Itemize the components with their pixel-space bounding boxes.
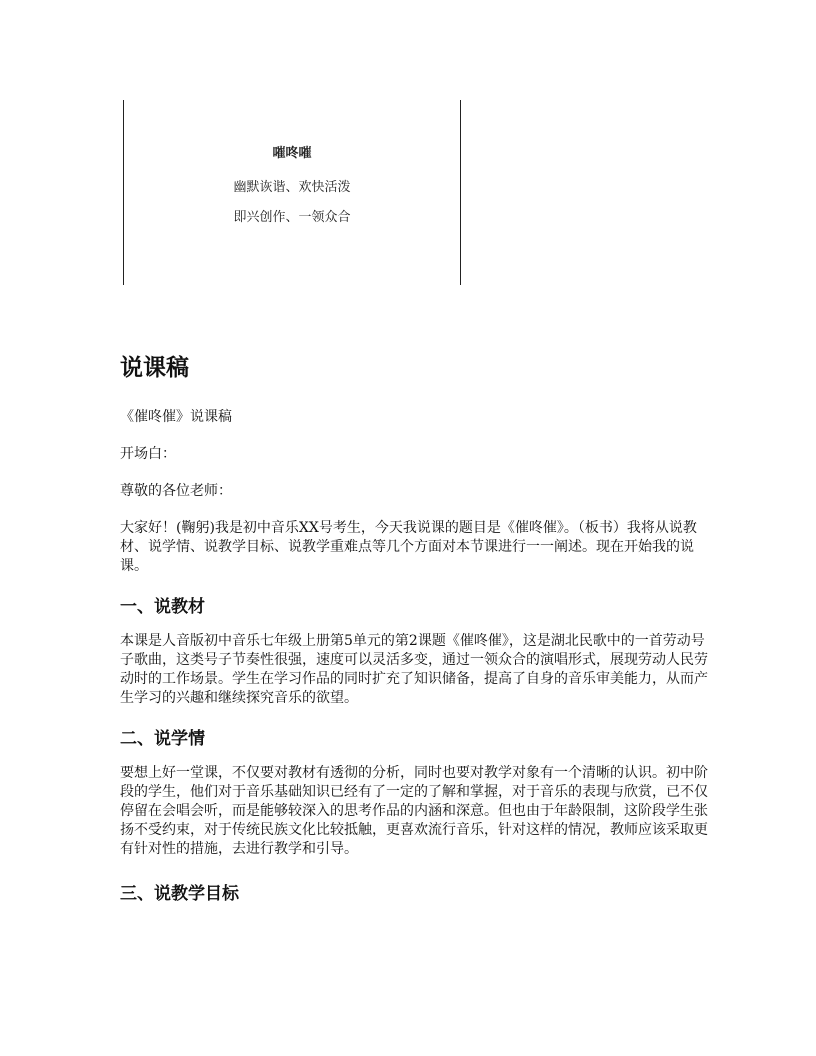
section-heading-students: 二、说学情 xyxy=(120,729,205,749)
document-body xyxy=(120,348,710,907)
blackboard-line-1: 幽默诙谐、欢快活泼 xyxy=(233,180,351,195)
greeting: 尊敬的各位老师： xyxy=(120,483,232,499)
document-subtitle: 《催咚催》说课稿 xyxy=(120,409,232,425)
blackboard-box xyxy=(123,100,461,285)
blackboard-line-2: 即兴创作、一领众合 xyxy=(233,210,351,225)
section-heading-textbook: 一、说教材 xyxy=(120,597,205,617)
document-title: 说课稿 xyxy=(120,355,189,381)
section-heading-objectives: 三、说教学目标 xyxy=(120,884,239,904)
section-body-students: 要想上好一堂课，不仅要对教材有透彻的分析，同时也要对教学对象有一个清晰的认识。初中阶段的学生，他们对于音乐基础知识已经有了一定的了解和掌握，对于音乐的表现与欣赏，已不仅停留在会唱会听，而是能够较深入的思考作品的内涵和深意。但也由于年龄限制，这阶段学生张扬不受约束，对于传统民族文化比较抵触，更喜欢流行音乐，针对这样的情况，教师应该采取更有针对性的措施，去进行教学和引导。 xyxy=(120,765,708,857)
opening-label: 开场白： xyxy=(120,446,176,462)
blackboard-title: 嗺咚嗺 xyxy=(272,146,312,161)
section-body-textbook: 本课是人音版初中音乐七年级上册第5单元的第2课题《催咚催》，这是湖北民歌中的一首劳动号子歌曲，这类号子节奏性很强，速度可以灵活多变，通过一领众合的演唱形式，展现劳动人民劳动时的工作场景。学生在学习作品的同时扩充了知识储备，提高了自身的音乐审美能力，从而产生学习的兴趣和继续探究音乐的欲望。 xyxy=(120,633,708,706)
intro-paragraph: 大家好！(鞠躬)我是初中音乐XX号考生，今天我说课的题目是《催咚催》。（板书）我将从说教材、说学情、说教学目标、说教学重难点等几个方面对本节课进行一一阐述。现在开始我的说课。 xyxy=(120,520,697,574)
